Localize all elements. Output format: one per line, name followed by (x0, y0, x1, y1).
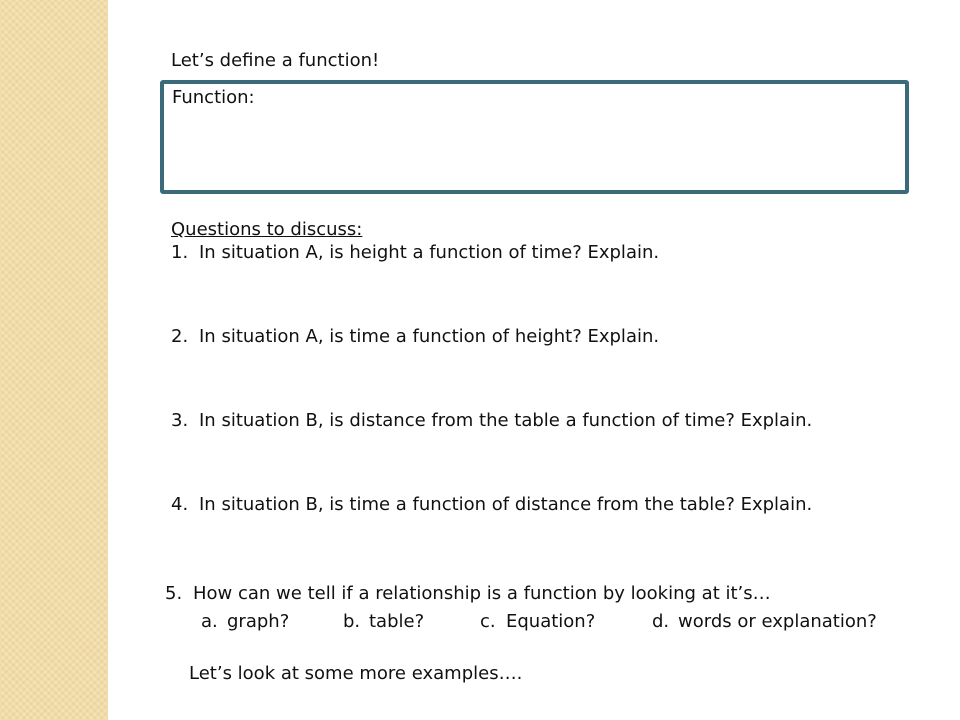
sub-item-letter: d. (652, 611, 670, 632)
question-number: 3. (171, 410, 189, 431)
sub-item-d (652, 611, 877, 633)
question-4 (171, 494, 812, 516)
sub-item-text: words or explanation? (678, 611, 877, 632)
question-number: 1. (171, 242, 189, 263)
closing-text: Let’s look at some more examples…. (189, 663, 523, 684)
question-3 (171, 410, 812, 432)
question-text: In situation A, is height a function of time? Explain. (199, 242, 660, 263)
function-definition-box (160, 80, 909, 194)
question-text: How can we tell if a relationship is a function by looking at it’s… (193, 583, 771, 604)
question-2 (171, 326, 659, 348)
question-text: In situation A, is time a function of height? Explain. (199, 326, 660, 347)
slide-heading: Let’s define a function! (171, 50, 380, 71)
question-text: In situation B, is time a function of distance from the table? Explain. (199, 494, 813, 515)
questions-title: Questions to discuss: (171, 219, 363, 240)
question-text: In situation B, is distance from the table a function of time? Explain. (199, 410, 813, 431)
question-number: 4. (171, 494, 189, 515)
question-number: 2. (171, 326, 189, 347)
sub-item-letter: c. (480, 611, 496, 632)
sub-item-letter: a. (201, 611, 218, 632)
sub-item-c (480, 611, 595, 633)
sub-item-text: graph? (227, 611, 290, 632)
decorative-side-strip (0, 0, 108, 720)
sub-item-a (201, 611, 289, 633)
function-label: Function: (172, 87, 255, 108)
sub-item-b (343, 611, 424, 633)
question-5 (165, 583, 771, 605)
sub-item-text: Equation? (506, 611, 596, 632)
question-number: 5. (165, 583, 183, 604)
sub-item-text: table? (369, 611, 425, 632)
sub-item-letter: b. (343, 611, 361, 632)
question-1 (171, 242, 659, 264)
